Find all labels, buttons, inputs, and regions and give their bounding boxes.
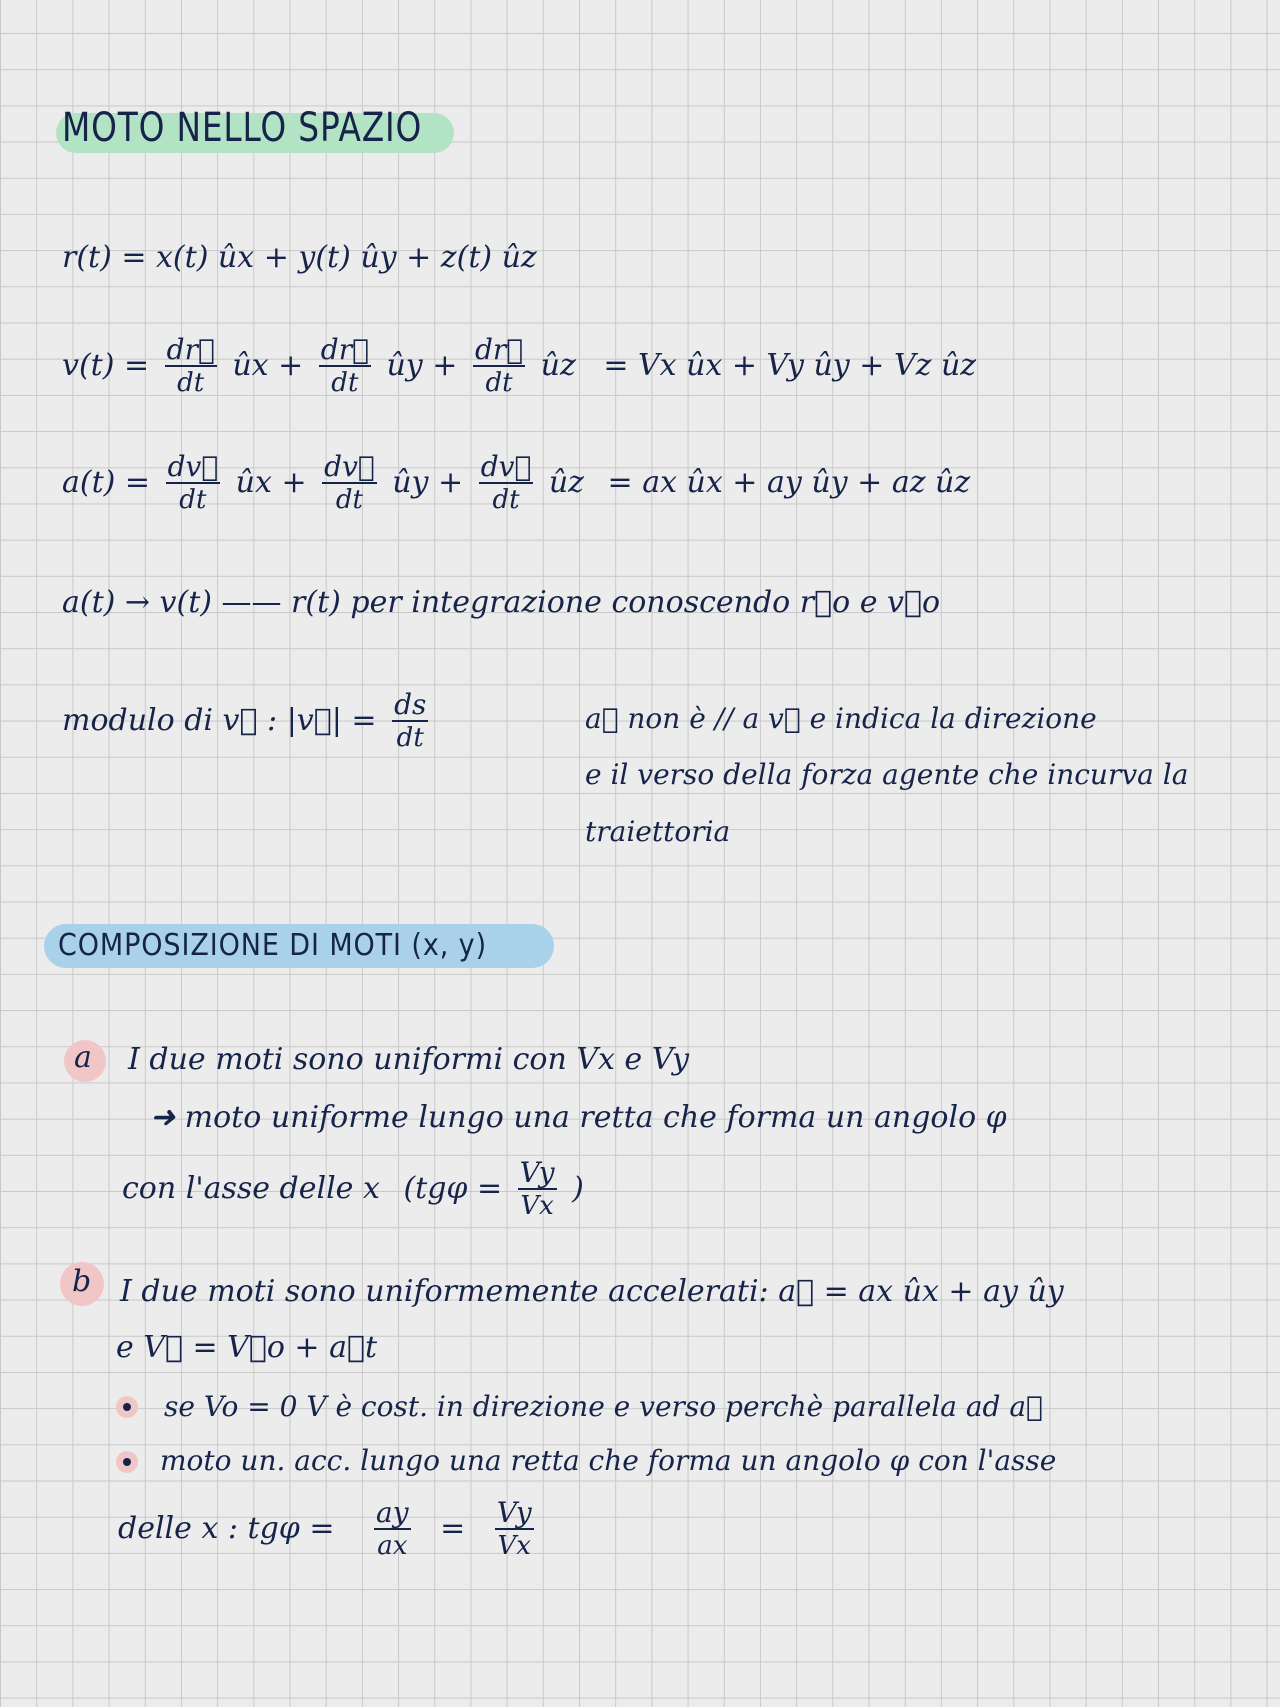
velocity-equation <box>62 335 976 399</box>
velocity-fraction-z: $\frac{dr⃗}{dt}$ <box>474 333 524 398</box>
note-line-2: e il verso della forza agente che incurva la <box>585 758 1189 791</box>
velocity-fraction-y: $\frac{dr⃗}{dt}$ <box>320 333 369 398</box>
velocity-rhs: = Vx ûx + Vy ûy + Vz ûz <box>603 348 977 383</box>
velocity-term-x: ûx + <box>232 348 304 383</box>
bullet-dot-2 <box>116 1451 138 1473</box>
velocity-lhs: v(t) = <box>62 348 150 383</box>
item-b-line-1: I due moti sono uniformemente accelerati: a⃗ = ax ûx + ay ûy <box>120 1274 1064 1309</box>
accel-fraction-z: $\frac{dv⃗}{dt}$ <box>480 450 532 515</box>
page-title <box>56 105 454 157</box>
item-b-fraction-v: $\frac{Vy}{Vx}$ <box>496 1496 532 1561</box>
item-b-bullet-2: moto un. acc. lungo una retta che forma un angolo φ con l'asse <box>160 1444 1057 1477</box>
accel-fraction-y: $\frac{dv⃗}{dt}$ <box>324 450 375 515</box>
accel-term-z: ûz <box>548 465 584 500</box>
item-a-line-3 <box>122 1158 584 1222</box>
integration-line: a(t) → v(t) —— r(t) per integrazione conoscendo r⃗o e v⃗o <box>62 585 941 620</box>
accel-term-x: ûx + <box>235 465 307 500</box>
badge-a-letter: a <box>74 1040 92 1075</box>
section-heading <box>44 922 554 970</box>
velocity-term-y: ûy + <box>386 348 458 383</box>
item-b-line-2: e V⃗ = V⃗o + a⃗t <box>116 1330 378 1365</box>
modulo-lhs: modulo di v⃗ : |v⃗| = <box>62 703 377 738</box>
velocity-fraction-x: $\frac{dr⃗}{dt}$ <box>166 333 215 398</box>
acceleration-equation <box>62 452 970 516</box>
item-b-equals: = <box>440 1511 466 1546</box>
item-b-tg-lhs: delle x : tgφ = <box>118 1511 335 1546</box>
item-b-bullet-1: se Vo = 0 V è cost. in direzione e verso perchè parallela ad a⃗ <box>164 1390 1043 1423</box>
position-equation: r(t) = x(t) ûx + y(t) ûy + z(t) ûz <box>62 240 537 275</box>
accel-lhs: a(t) = <box>62 465 151 500</box>
tg-open: (tgφ = <box>403 1171 503 1206</box>
note-line-1: a⃗ non è // a v⃗ e indica la direzione <box>585 702 1097 735</box>
bullet-dot-1 <box>116 1396 138 1418</box>
modulo-fraction: $\frac{ds}{dt}$ <box>394 688 427 753</box>
section-title: COMPOSIZIONE DI MOTI (x, y) <box>58 928 488 963</box>
modulo-equation <box>62 690 434 754</box>
item-b-fraction-a: $\frac{ay}{ax}$ <box>376 1496 409 1561</box>
item-a-line-3-text: con l'asse delle x <box>122 1171 380 1206</box>
title-text: MOTO NELLO SPAZIO <box>62 105 423 151</box>
accel-term-y: ûy + <box>392 465 464 500</box>
velocity-term-z: ûz <box>540 348 576 383</box>
item-a-tg-fraction: $\frac{Vy}{Vx}$ <box>519 1156 555 1221</box>
badge-b-letter: b <box>72 1264 92 1299</box>
note-line-3: traiettoria <box>585 815 731 848</box>
item-b-last-line <box>118 1498 540 1562</box>
accel-rhs: = ax ûx + ay ûy + az ûz <box>607 465 971 500</box>
accel-fraction-x: $\frac{dv⃗}{dt}$ <box>167 450 219 515</box>
item-a-line-1: I due moti sono uniformi con Vx e Vy <box>128 1042 690 1077</box>
tg-close: ) <box>572 1171 584 1206</box>
item-a-line-2: ➜ moto uniforme lungo una retta che forma un angolo φ <box>150 1100 1007 1135</box>
